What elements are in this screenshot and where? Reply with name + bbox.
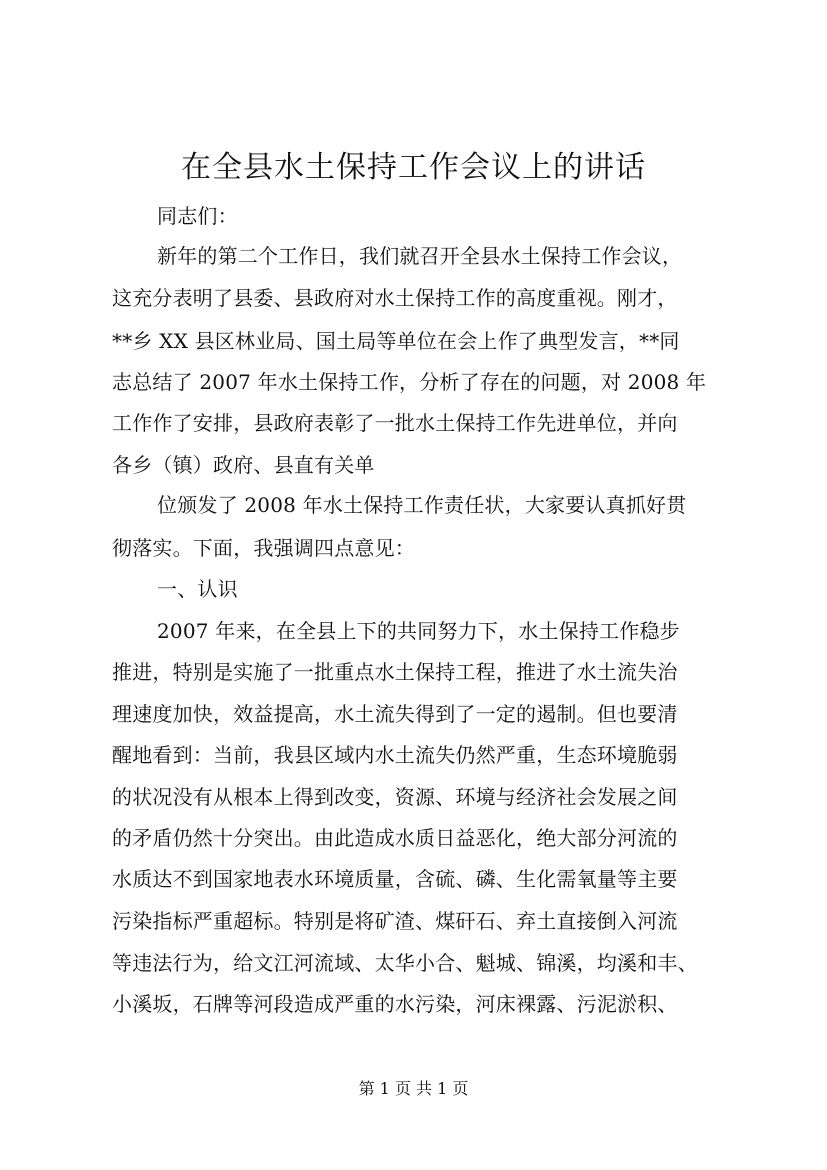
body-line: 各乡（镇）政府、县直有关单 xyxy=(112,453,375,477)
body-line: 2007 年来，在全县上下的共同努力下，水土保持工作稳步 xyxy=(157,619,680,643)
body-line: 的矛盾仍然十分突出。由此造成水质日益恶化，绝大部分河流的 xyxy=(112,826,678,850)
document-title: 在全县水土保持工作会议上的讲话 xyxy=(181,150,646,185)
body-line: 醒地看到：当前，我县区域内水土流失仍然严重，生态环境脆弱 xyxy=(112,743,678,767)
page-number-footer: 第 1 页 共 1 页 xyxy=(358,1079,469,1098)
body-line: 水质达不到国家地表水环境质量，含硫、磷、生化需氧量等主要 xyxy=(112,867,678,891)
body-line: 新年的第二个工作日，我们就召开全县水土保持工作会议， xyxy=(157,244,683,268)
body-line: 位颁发了 2008 年水土保持工作责任状，大家要认真抓好贯 xyxy=(157,493,687,517)
body-line: 等违法行为，给文江河流域、太华小合、魁城、锦溪，均溪和丰、 xyxy=(112,951,698,975)
body-line: 污染指标严重超标。特别是将矿渣、煤矸石、弃土直接倒入河流 xyxy=(112,909,678,933)
body-line: 理速度加快，效益提高，水土流失得到了一定的遏制。但也要清 xyxy=(112,702,678,726)
body-line: **乡 XX 县区林业局、国土局等单位在会上作了典型发言，**同 xyxy=(112,329,680,353)
body-line: 推进，特别是实施了一批重点水土保持工程，推进了水土流失治 xyxy=(112,660,678,684)
greeting-line: 同志们： xyxy=(157,204,238,228)
body-line: 彻落实。下面，我强调四点意见： xyxy=(112,536,415,560)
body-line: 这充分表明了县委、县政府对水土保持工作的高度重视。刚才， xyxy=(112,286,678,310)
section-heading: 一、认识 xyxy=(157,577,238,601)
body-line: 的状况没有从根本上得到改变，资源、环境与经济社会发展之间 xyxy=(112,785,678,809)
body-line: 志总结了 2007 年水土保持工作，分析了存在的问题，对 2008 年 xyxy=(112,370,707,394)
body-line: 工作作了安排，县政府表彰了一批水土保持工作先进单位，并向 xyxy=(112,411,678,435)
body-line: 小溪坂，石牌等河段造成严重的水污染，河床裸露、污泥淤积、 xyxy=(112,992,678,1016)
